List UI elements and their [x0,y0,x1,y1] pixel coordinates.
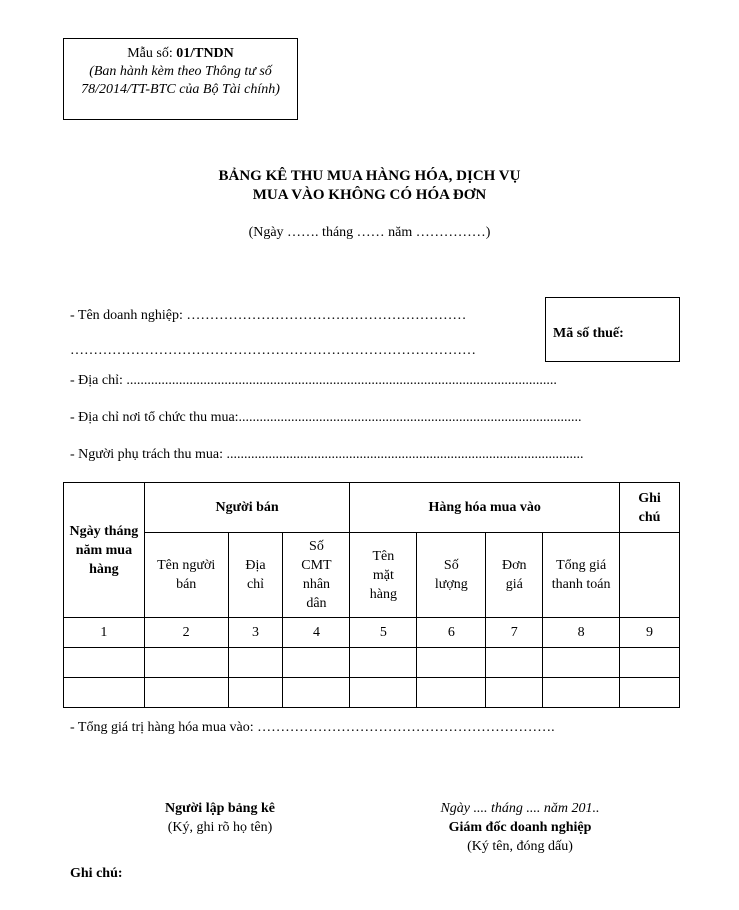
total-value-field: - Tổng giá trị hàng hóa mua vào: ………………………………………………………. [70,720,555,735]
tax-code-label: Mã số thuế: [553,326,624,341]
company-name-continuation: …………………………………………………………………………… [70,343,476,358]
document-title-line2: MUA VÀO KHÔNG CÓ HÓA ĐƠN [252,187,487,203]
header-notes: Ghi chú [620,483,680,533]
header-seller-id: Số CMT nhân dân [283,533,350,618]
company-name-field: - Tên doanh nghiệp: …………………………………………………… [70,308,467,323]
form-legal-note: (Ban hành kèm theo Thông tư số 78/2014/TT-BTC của Bộ Tài chính) [81,64,280,97]
column-number: 8 [543,618,620,648]
column-number: 2 [144,618,228,648]
header-goods-group: Hàng hóa mua vào [350,483,620,533]
preparer-note: (Ký, ghi rõ họ tên) [167,820,273,835]
header-item-name: Tên mặt hàng [350,533,417,618]
header-seller-name: Tên người bán [144,533,228,618]
notes-label: Ghi chú: [70,866,123,881]
form-number-line: Mẫu số: 01/TNDN [127,46,234,61]
purchaser-field: - Người phụ trách thu mua: ...................................................................................................... [70,447,584,462]
column-number: 3 [228,618,283,648]
form-number-box [63,38,298,120]
header-unit-price: Đơn giá [486,533,543,618]
header-purchase-date: Ngày tháng năm mua hàng [64,483,145,618]
address-field: - Địa chỉ: ........................................................................................................................... [70,373,557,388]
column-number: 4 [283,618,350,648]
purchase-address-field: - Địa chỉ nơi tổ chức thu mua:.................................................................................................. [70,410,582,425]
header-quantity: Số lượng [417,533,486,618]
document-title-line1: BẢNG KÊ THU MUA HÀNG HÓA, DỊCH VỤ [218,168,521,184]
column-number: 5 [350,618,417,648]
form-code: 01/TNDN [176,46,234,61]
document-date: (Ngày ……. tháng …… năm ……………) [248,225,491,240]
header-seller-group: Người bán [144,483,350,533]
column-number: 6 [417,618,486,648]
director-title: Giám đốc doanh nghiệp [448,820,592,835]
purchase-table [63,482,680,708]
column-number-row [64,618,680,648]
header-total-payment: Tổng giá thanh toán [543,533,620,618]
director-note: (Ký tên, đóng dấu) [467,839,573,854]
table-row [64,678,680,708]
column-number: 7 [486,618,543,648]
column-number: 1 [64,618,145,648]
table-row [64,648,680,678]
preparer-title: Người lập bảng kê [165,801,275,816]
signature-date-line: Ngày .... tháng .... năm 201.. [440,801,600,816]
header-notes-blank [620,533,680,618]
header-seller-address: Địa chỉ [228,533,283,618]
column-number: 9 [620,618,680,648]
